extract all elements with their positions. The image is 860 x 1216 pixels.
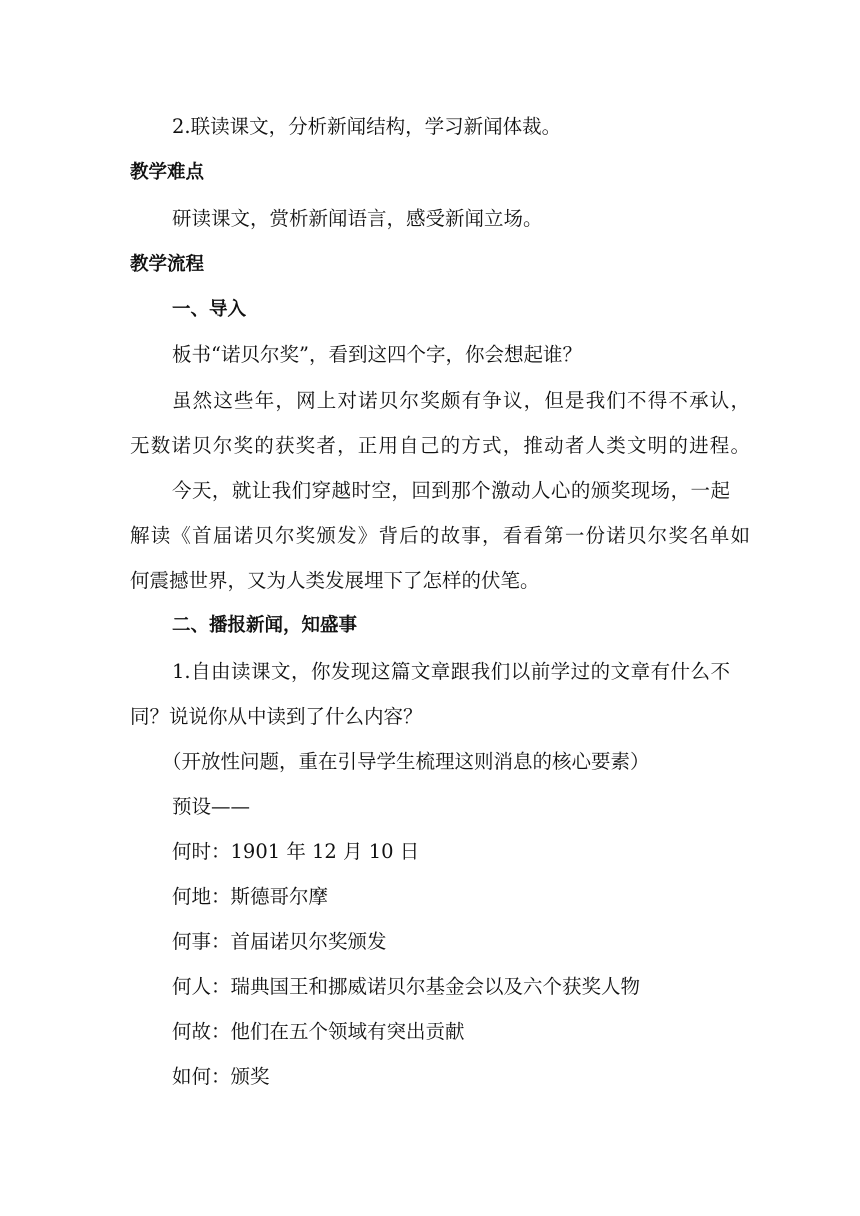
section-1-paragraph-2-line-2: 无数诺贝尔奖的获奖者，正用自己的方式，推动者人类文明的进程。 <box>130 434 750 457</box>
section-2-title: 二、播报新闻，知盛事 <box>172 615 358 636</box>
section-1-paragraph-3-line-3: 何震撼世界，又为人类发展埋下了怎样的伏笔。 <box>130 569 540 592</box>
element-when: 何时：1901 年 12 月 10 日 <box>172 840 420 863</box>
element-how: 如何：颁奖 <box>172 1065 270 1088</box>
teaching-goal-item-2: 2.联读课文，分析新闻结构，学习新闻体裁。 <box>172 115 562 138</box>
question-1-line-2: 同？说说你从中读到了什么内容？ <box>130 705 423 728</box>
question-1-note: （开放性问题，重在引导学生梳理这则消息的核心要素） <box>162 750 650 773</box>
element-why: 何故：他们在五个领域有突出贡献 <box>172 1020 465 1043</box>
section-1-paragraph-1: 板书“诺贝尔奖”，看到这四个字，你会想起谁？ <box>172 343 582 366</box>
element-who: 何人：瑞典国王和挪威诺贝尔基金会以及六个获奖人物 <box>172 975 641 998</box>
element-what: 何事：首届诺贝尔奖颁发 <box>172 930 387 953</box>
section-1-paragraph-3-line-1: 今天，就让我们穿越时空，回到那个激动人心的颁奖现场，一起 <box>172 479 730 502</box>
preset-label: 预设—— <box>172 795 251 818</box>
element-where: 何地：斯德哥尔摩 <box>172 885 329 908</box>
question-1-line-1: 1.自由读课文，你发现这篇文章跟我们以前学过的文章有什么不 <box>172 660 730 683</box>
section-1-title: 一、导入 <box>172 299 247 320</box>
section-1-paragraph-2-line-1: 虽然这些年，网上对诺贝尔奖颇有争议，但是我们不得不承认， <box>172 389 750 412</box>
section-1-paragraph-3-line-2: 解读《首届诺贝尔奖颁发》背后的故事，看看第一份诺贝尔奖名单如 <box>130 524 750 547</box>
difficulty-text: 研读课文，赏析新闻语言，感受新闻立场。 <box>172 207 543 230</box>
process-heading: 教学流程 <box>130 254 205 275</box>
difficulty-heading: 教学难点 <box>130 162 205 183</box>
